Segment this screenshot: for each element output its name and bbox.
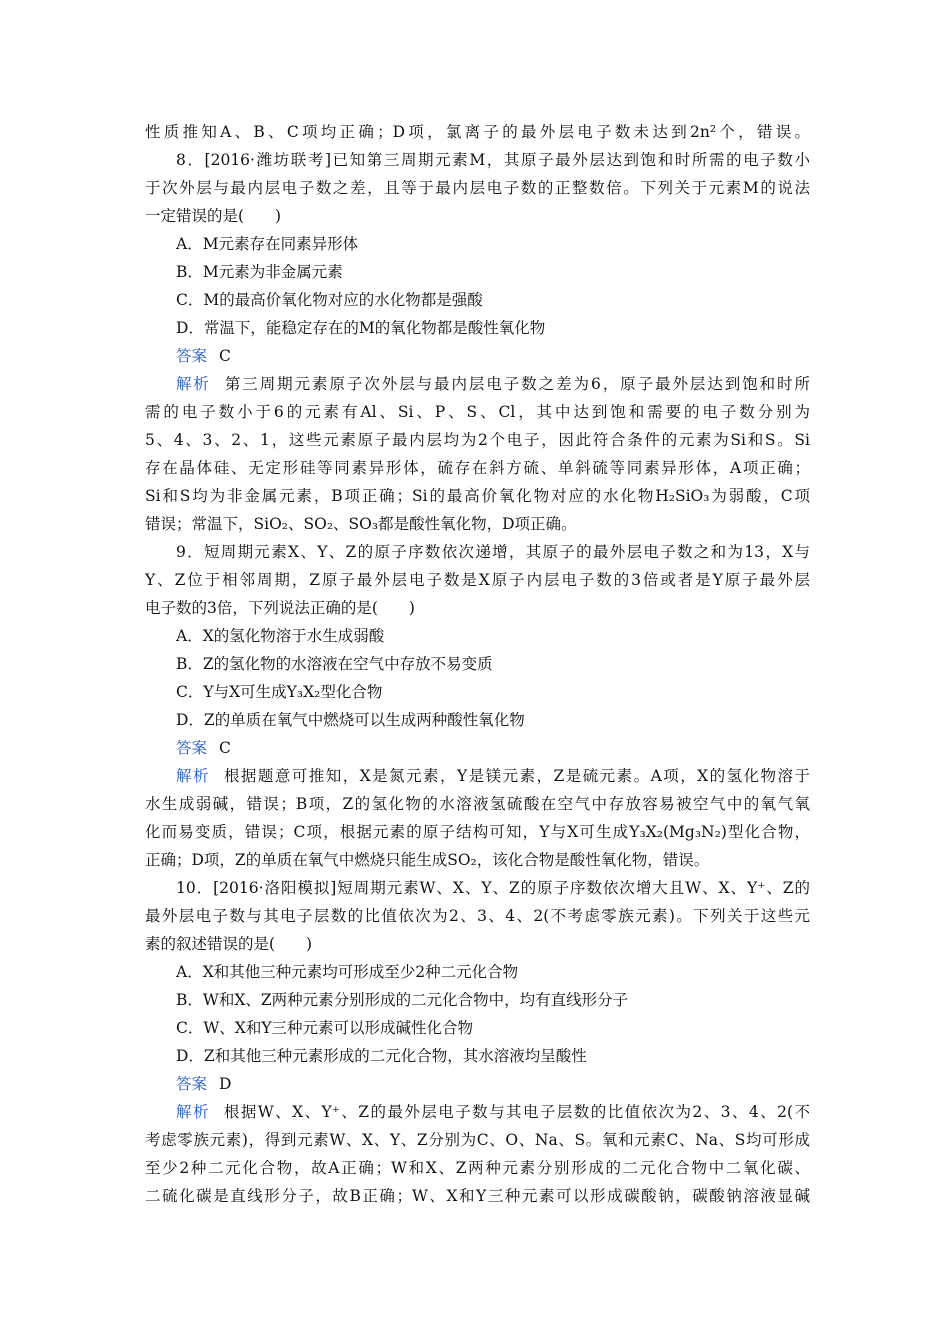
- analysis-label: 解析: [176, 375, 211, 393]
- text-line: 存在晶体硅、无定形硅等同素异形体，硫存在斜方硫、单斜硫等同素异形体，A项正确；: [145, 459, 810, 477]
- answer-line: [176, 736, 810, 760]
- text-line: 正确；D项，Z的单质在氧气中燃烧只能生成SO₂，该化合物是酸性氧化物，错误。: [145, 851, 710, 869]
- text-line: 考虑零族元素)，得到元素W、X、Y、Z分别为C、O、Na、S。氧和元素C、Na、S均可形成: [145, 1131, 810, 1149]
- analysis-line: [176, 764, 810, 788]
- question-10-line: 10．[2016·洛阳模拟]短周期元素W、X、Y、Z的原子序数依次增大且W、X、Y⁺、Z的: [176, 879, 810, 897]
- option-b: B．W和X、Z两种元素分别形成的二元化合物中，均有直线形分子: [176, 991, 629, 1009]
- answer-line: [176, 1072, 810, 1096]
- option-c: C．W、X和Y三种元素可以形成碱性化合物: [176, 1019, 474, 1037]
- analysis-line: [176, 1100, 810, 1124]
- text-line: 5、4、3、2、1，这些元素原子最内层均为2个电子，因此符合条件的元素为Si和S。Si: [145, 431, 810, 449]
- text-line: Y、Z位于相邻周期，Z原子最外层电子数是X原子内层电子数的3倍或者是Y原子最外层: [145, 571, 810, 589]
- question-9-line: 9．短周期元素X、Y、Z的原子序数依次递增，其原子的最外层电子数之和为13，X与: [176, 543, 810, 561]
- option-b: B．Z的氢化物的水溶液在空气中存放不易变质: [176, 655, 493, 673]
- answer-label: 答案: [176, 1075, 208, 1093]
- answer-value: D: [219, 1075, 232, 1093]
- text-line: 二硫化碳是直线形分子，故B正确；W、X和Y三种元素可以形成碳酸钠，碳酸钠溶液显碱: [145, 1187, 810, 1205]
- answer-line: [176, 344, 810, 368]
- text-line: 于次外层与最内层电子数之差，且等于最内层电子数的正整数倍。下列关于元素M的说法: [145, 179, 810, 197]
- answer-value: C: [219, 739, 231, 757]
- option-c: C．M的最高价氧化物对应的水化物都是强酸: [176, 291, 483, 309]
- analysis-text: 第三周期元素原子次外层与最内层电子数之差为6，原子最外层达到饱和时所: [224, 375, 810, 393]
- answer-label: 答案: [176, 739, 208, 757]
- option-a: A．M元素存在同素异形体: [176, 235, 359, 253]
- option-d: D．Z和其他三种元素形成的二元化合物，其水溶液均呈酸性: [176, 1047, 587, 1065]
- text-line: 错误；常温下，SiO₂、SO₂、SO₃都是酸性氧化物，D项正确。: [145, 515, 577, 533]
- text-line: Si和S均为非金属元素，B项正确；Si的最高价氧化物对应的水化物H₂SiO₃为弱酸，C项: [145, 487, 810, 505]
- text-line: 水生成弱碱，错误；B项，Z的氢化物的水溶液氢硫酸在空气中存放容易被空气中的氧气氧: [145, 795, 810, 813]
- text-line: 素的叙述错误的是( ): [145, 935, 313, 953]
- option-c: C．Y与X可生成Y₃X₂型化合物: [176, 683, 383, 701]
- analysis-label: 解析: [176, 767, 210, 785]
- text-line: 电子数的3倍，下列说法正确的是( ): [145, 599, 415, 617]
- option-a: A．X的氢化物溶于水生成弱酸: [176, 627, 385, 645]
- analysis-line: [176, 372, 810, 396]
- analysis-text: 根据题意可推知，X是氮元素，Y是镁元素，Z是硫元素。A项，X的氢化物溶于: [223, 767, 810, 785]
- text-line: 化而易变质，错误；C项，根据元素的原子结构可知，Y与X可生成Y₃X₂(Mg₃N₂)型化合物，: [145, 823, 810, 841]
- text-line: 需的电子数小于6的元素有Al、Si、P、S、Cl，其中达到饱和需要的电子数分别为: [145, 403, 810, 421]
- option-d: D．常温下，能稳定存在的M的氧化物都是酸性氧化物: [176, 319, 546, 337]
- text-line: 性质推知A、B、C项均正确；D项，氯离子的最外层电子数未达到2n²个，错误。: [145, 123, 810, 141]
- answer-label: 答案: [176, 347, 208, 365]
- answer-value: C: [219, 347, 231, 365]
- option-d: D．Z的单质在氧气中燃烧可以生成两种酸性氧化物: [176, 711, 525, 729]
- text-line: 一定错误的是( ): [145, 207, 282, 225]
- option-b: B．M元素为非金属元素: [176, 263, 343, 281]
- option-a: A．X和其他三种元素均可形成至少2种二元化合物: [176, 963, 519, 981]
- question-8-line: 8．[2016·潍坊联考]已知第三周期元素M，其原子最外层达到饱和时所需的电子数小: [176, 151, 810, 169]
- text-line: 最外层电子数与其电子层数的比值依次为2、3、4、2(不考虑零族元素)。下列关于这些元: [145, 907, 810, 925]
- analysis-text: 根据W、X、Y⁺、Z的最外层电子数与其电子层数的比值依次为2、3、4、2(不: [223, 1103, 810, 1121]
- analysis-label: 解析: [176, 1103, 210, 1121]
- text-line: 至少2种二元化合物，故A正确；W和X、Z两种元素分别形成的二元化合物中二氧化碳、: [145, 1159, 810, 1177]
